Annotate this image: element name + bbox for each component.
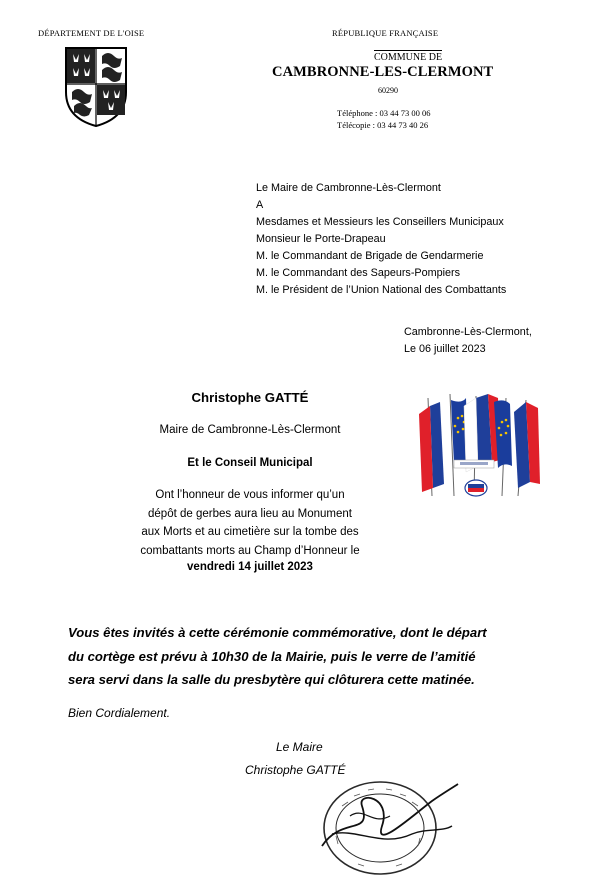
announcement-line: aux Morts et au cimetière sur la tombe des	[141, 526, 359, 538]
recipient-line: A	[256, 199, 264, 211]
republic-heading: RÉPUBLIQUE FRANÇAISE	[332, 28, 439, 38]
flags-illustration	[414, 392, 544, 504]
letter-date: Le 06 juillet 2023	[404, 343, 486, 355]
commune-name: CAMBRONNE-LES-CLERMONT	[272, 64, 494, 80]
telephone-number: Téléphone : 03 44 73 00 06	[337, 108, 431, 118]
recipient-line: Mesdames et Messieurs les Conseillers Municipaux	[256, 216, 504, 228]
signature-title: Le Maire	[276, 740, 323, 754]
place-and-date	[404, 324, 532, 358]
mayor-stamp-and-signature	[302, 776, 462, 884]
announcement-text	[76, 486, 424, 560]
recipient-line: M. le Commandant de Brigade de Gendarmerie	[256, 250, 484, 262]
coat-of-arms-logo	[64, 46, 128, 128]
announcement-line: combattants morts au Champ d’Honneur le	[140, 544, 360, 557]
department-heading: DÉPARTEMENT DE L'OISE	[38, 28, 145, 38]
mayor-title: Maire de Cambronne-Lès-Clermont	[159, 424, 341, 436]
event-date: vendredi 14 juillet 2023	[187, 561, 313, 573]
signature-name: Christophe GATTÉ	[245, 763, 346, 777]
ceremony-line: Vous êtes invités à cette cérémonie commémorative, dont le départ	[68, 625, 487, 640]
recipient-line: Monsieur le Porte-Drapeau	[256, 233, 386, 245]
recipient-line: M. le Président de l’Union National des Combattants	[256, 284, 507, 296]
recipient-line: Le Maire de Cambronne-Lès-Clermont	[256, 182, 441, 194]
closing-salutation: Bien Cordialement.	[68, 706, 171, 720]
ceremony-line: sera servi dans la salle du presbytère qui clôturera cette matinée.	[68, 672, 475, 687]
ceremony-paragraph	[68, 621, 568, 692]
recipient-block	[256, 180, 506, 299]
mayor-name: Christophe GATTÉ	[191, 390, 309, 405]
council-line: Et le Conseil Municipal	[187, 457, 313, 469]
commune-label: COMMUNE DE	[374, 52, 443, 63]
announcement-line: dépôt de gerbes aura lieu au Monument	[148, 507, 352, 520]
postcode: 60290	[378, 86, 398, 95]
recipient-line: M. le Commandant des Sapeurs-Pompiers	[256, 267, 461, 279]
announcement-line: Ont l’honneur de vous informer qu’un	[155, 489, 345, 501]
ceremony-line: du cortège est prévu à 10h30 de la Mairie, puis le verre de l’amitié	[68, 648, 476, 664]
letter-place: Cambronne-Lès-Clermont,	[404, 326, 532, 338]
fax-number: Télécopie : 03 44 73 40 26	[337, 120, 429, 130]
